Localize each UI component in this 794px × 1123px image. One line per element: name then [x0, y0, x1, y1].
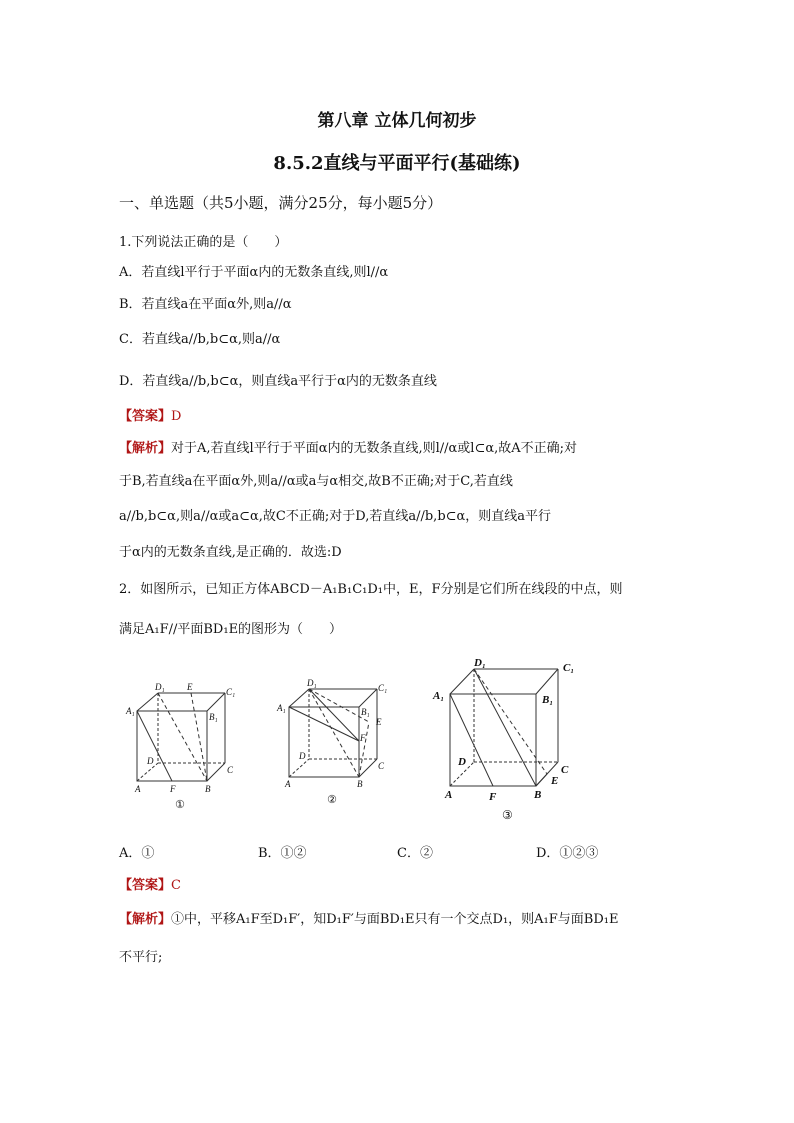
label-D1: D₁ — [155, 682, 165, 692]
q2-option-a: A．① — [119, 846, 155, 861]
q1-option-a: A．若直线l平行于平面α内的无数条直线,则l//α — [119, 265, 389, 280]
label-D: D — [147, 756, 154, 766]
q1-option-b: B．若直线a在平面α外,则a//α — [119, 297, 292, 312]
label-E: E — [551, 775, 559, 787]
q2-option-b: B．①② — [258, 846, 307, 861]
label-C1: C₁ — [378, 683, 388, 693]
label-B: B — [357, 779, 363, 789]
label-A: A — [285, 779, 291, 789]
lesson-title: 8.5.2直线与平面平行(基础练) — [273, 153, 521, 174]
q2-answer — [119, 874, 181, 893]
cube-figure-3 — [430, 655, 590, 825]
label-C: C — [227, 765, 234, 775]
label-C: C — [561, 764, 569, 776]
label-A1: A₁ — [126, 706, 135, 716]
answer-label: 【答案】 — [119, 409, 172, 424]
label-C1: C₁ — [563, 662, 575, 674]
q1-option-c: C．若直线a//b,b⊂α,则a//α — [119, 332, 281, 347]
label-C: C — [378, 761, 385, 771]
label-E: E — [187, 682, 193, 692]
label-B1: B₁ — [542, 694, 554, 706]
analysis-label: 【解析】 — [119, 441, 172, 456]
label-F: F — [170, 784, 176, 794]
label-F: F — [360, 733, 366, 743]
label-B1: B₁ — [209, 712, 218, 722]
q1-analysis-line-3: a//b,b⊂α,则a//α或a⊂α,故C不正确;对于D,若直线a//b,b⊂α，则直线a平行 — [119, 509, 552, 524]
label-C1: C₁ — [226, 687, 236, 697]
label-E: E — [376, 717, 382, 727]
label-A1: A₁ — [277, 703, 286, 713]
label-A: A — [445, 789, 453, 801]
q2-analysis-line-2: 不平行; — [119, 950, 163, 965]
label-A: A — [135, 784, 141, 794]
q1-answer — [119, 405, 181, 424]
label-B: B — [205, 784, 211, 794]
label-D1: D₁ — [307, 678, 317, 688]
figure-caption: ② — [327, 793, 337, 806]
q1-stem: 1.下列说法正确的是（ ） — [119, 235, 288, 250]
analysis-text: 对于A,若直线l平行于平面α内的无数条直线,则l//α或l⊂α,故A不正确;对 — [171, 441, 578, 456]
label-F: F — [489, 791, 497, 803]
cube-figure-1 — [125, 680, 245, 810]
q1-option-d: D．若直线a//b,b⊂α，则直线a平行于α内的无数条直线 — [119, 374, 437, 389]
figure-caption: ① — [175, 798, 185, 810]
chapter-title: 第八章 立体几何初步 — [317, 111, 477, 131]
q1-analysis-line-4: 于α内的无数条直线,是正确的．故选:D — [119, 545, 342, 560]
label-B: B — [534, 789, 542, 801]
answer-value: D — [171, 409, 182, 424]
q2-stem-line-2: 满足A₁F//平面BD₁E的图形为（ ） — [119, 622, 343, 637]
label-B1: B₁ — [361, 707, 370, 717]
answer-label: 【答案】 — [119, 878, 172, 893]
q2-option-c: C．② — [397, 846, 433, 861]
q1-analysis-line-1 — [119, 437, 577, 456]
figure-caption: ③ — [502, 808, 513, 822]
label-A1: A₁ — [433, 690, 445, 702]
q1-analysis-line-2: 于B,若直线a在平面α外,则a//α或a与α相交,故B不正确;对于C,若直线 — [119, 474, 513, 489]
answer-value: C — [171, 878, 181, 893]
q2-option-d: D．①②③ — [536, 846, 599, 861]
analysis-text: ①中，平移A₁F至D₁F′，知D₁F′与面BD₁E只有一个交点D₁，则A₁F与面BD₁E — [171, 912, 619, 927]
label-D1: D₁ — [474, 657, 486, 669]
analysis-label: 【解析】 — [119, 912, 172, 927]
label-D: D — [299, 751, 306, 761]
section-heading: 一、单选题（共5小题，满分25分，每小题5分） — [119, 194, 443, 212]
label-D: D — [458, 756, 466, 768]
cube-figure-2 — [275, 675, 395, 810]
q2-analysis-line-1 — [119, 908, 618, 927]
q2-stem-line-1: 2．如图所示，已知正方体ABCD－A₁B₁C₁D₁中，E，F分别是它们所在线段的中点，则 — [119, 582, 623, 597]
